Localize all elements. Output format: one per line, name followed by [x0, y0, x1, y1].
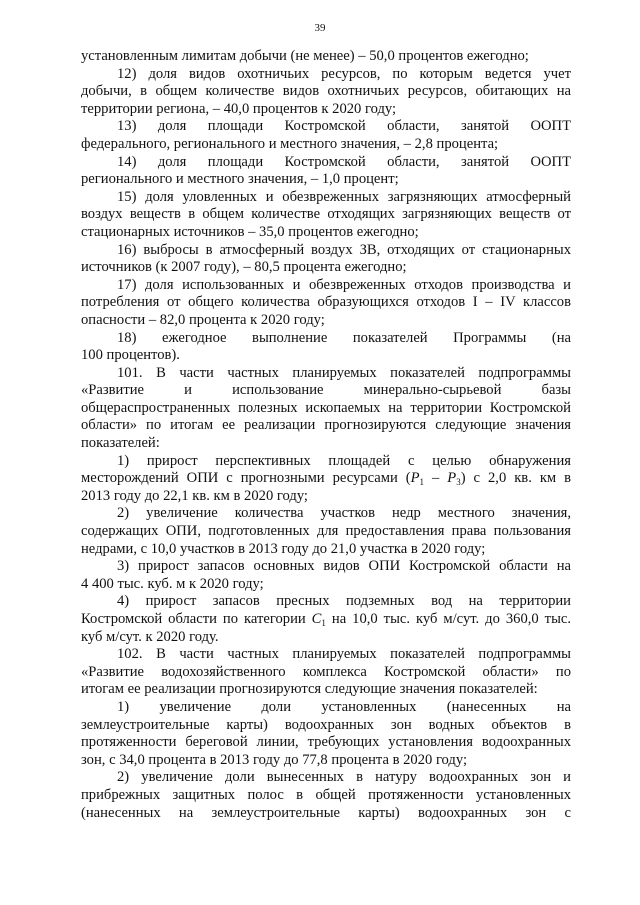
text-line: 101. В части частных планируемых показателей подпрограммы — [117, 364, 571, 381]
text-line: (нанесенных на землеустроительные карты) водоохранных зон с — [81, 804, 571, 821]
text-line: 18) ежегодное выполнение показателей Программы (на — [117, 329, 571, 346]
text-line: 1) прирост перспективных площадей с целью обнаружения — [117, 452, 571, 469]
text-line: землеустроительные карты) водоохранных зон водных объектов в — [81, 716, 571, 733]
text-line: показателей: — [81, 435, 160, 452]
text-line: 4 400 тыс. куб. м к 2020 году; — [81, 575, 264, 592]
text-line: содержащих ОПИ, подготовленных для предоставления права пользования — [81, 523, 571, 540]
formula-part: – — [424, 470, 448, 487]
text-line: куб м/сут. к 2020 году. — [81, 628, 219, 645]
text-line: территории региона, – 40,0 процентов к 2020 году; — [81, 100, 397, 117]
text-line: 2013 году до 22,1 кв. км в 2020 году; — [81, 487, 308, 504]
text-line: 17) доля использованных и обезвреженных отходов производства и — [117, 276, 571, 293]
text-line: установленным лимитам добычи (не менее) – 50,0 процентов ежегодно; — [81, 48, 529, 64]
text-line: 16) выбросы в атмосферный воздух ЗВ, отходящих от стационарных — [117, 241, 571, 258]
text-line: стационарных источников – 35,0 процентов ежегодно; — [81, 223, 419, 240]
text-line: 100 процентов). — [81, 347, 180, 364]
text-line: зон, с 34,0 процента в 2013 году до 77,8 процента в 2020 году; — [81, 751, 468, 768]
subscript: 1 — [321, 618, 326, 628]
text-line: добычи, в общем количестве видов охотничьих ресурсов, обитающих на — [81, 83, 571, 100]
text-line: 1) увеличение доли установленных (нанесенных на — [117, 698, 571, 715]
text-line: 13) доля площади Костромской области, занятой ООПТ — [117, 118, 571, 135]
text-line: 14) доля площади Костромской области, занятой ООПТ — [117, 153, 571, 170]
text-line: протяженности береговой линии, требующих установления водоохранных — [81, 734, 571, 751]
text-line: источников (к 2007 году), – 80,5 процента ежегодно; — [81, 259, 407, 276]
text-line: регионального и местного значения, – 1,0 процент; — [81, 171, 399, 188]
text-line: 2) увеличение доли вынесенных в натуру водоохранных зон и — [117, 769, 571, 786]
formula-part: Костромской области по категории — [81, 611, 312, 627]
text-line: потребления от общего количества образующихся отходов I – IV классов — [81, 294, 571, 311]
formula-part: P — [410, 470, 420, 487]
text-line — [81, 470, 571, 488]
text-line: области» по итогам ее реализации прогнозируются следующие значения — [81, 417, 571, 434]
text-line: 12) доля видов охотничьих ресурсов, по которым ведется учет — [117, 65, 571, 82]
page-number: 39 — [314, 22, 326, 34]
subscript: 1 — [419, 477, 425, 488]
text-line: федерального, регионального и местного значения, – 2,8 процента; — [81, 135, 499, 152]
text-line: недрами, с 10,0 участков в 2013 году до 21,0 участка в 2020 году; — [81, 540, 486, 557]
text-line: опасности – 82,0 процента к 2020 году; — [81, 311, 325, 328]
text-line: воздух веществ в общем количестве отходящих загрязняющих веществ от — [81, 206, 571, 223]
formula-part: C — [311, 611, 322, 627]
formula-part: месторождений ОПИ с прогнозными ресурсами ( — [81, 470, 411, 487]
text-line: общераспространенных полезных ископаемых на территории Костромской — [81, 399, 571, 416]
text-line: 2) увеличение количества участков недр местного значения, — [117, 505, 571, 522]
text-line: прибрежных защитных полос в общей протяженности установленных — [81, 786, 571, 803]
text-line: 3) прирост запасов основных видов ОПИ Костромской области на — [117, 558, 571, 575]
formula-part: ) с 2,0 кв. км в — [460, 470, 572, 487]
text-line — [81, 611, 571, 629]
text-line: «Развитие и использование минерально-сырьевой базы — [81, 382, 571, 399]
document-body — [81, 48, 571, 822]
text-line: 15) доля уловленных и обезвреженных загрязняющих атмосферный — [117, 188, 571, 205]
formula-part: P — [447, 470, 457, 487]
subscript: 3 — [456, 477, 461, 488]
text-line: 102. В части частных планируемых показателей подпрограммы — [117, 646, 571, 663]
text-line: 4) прирост запасов пресных подземных вод на территории — [117, 593, 571, 610]
text-line: «Развитие водохозяйственного комплекса Костромской области» по — [81, 663, 571, 680]
formula-part: на 10,0 тыс. куб м/сут. до 360,0 тыс. — [325, 611, 571, 627]
text-line: итогам ее реализации прогнозируются следующие значения показателей: — [81, 681, 538, 698]
